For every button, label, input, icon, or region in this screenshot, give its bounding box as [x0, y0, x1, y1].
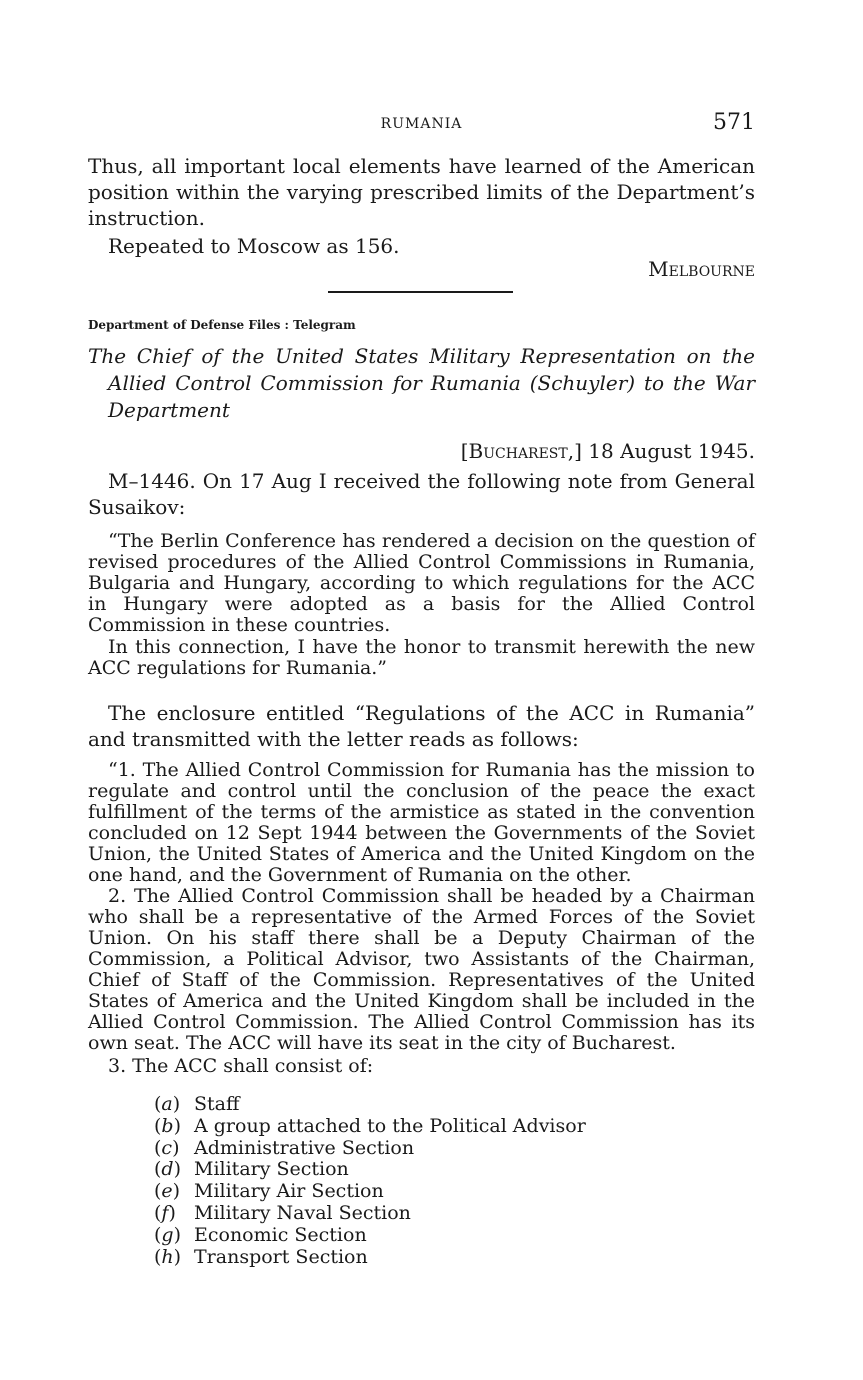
section-letter-text: c [161, 1136, 173, 1159]
quote-paragraph-2: In this connection, I have the honor to transmit herewith the new ACC regulations for Rumania.” [88, 636, 755, 679]
section-name: Military Section [194, 1158, 349, 1181]
section-name: Military Naval Section [194, 1201, 411, 1224]
enclosure-paragraph: The enclosure entitled “Regulations of the ACC in Rumania” and transmitted with the letter reads as follows: [88, 701, 755, 751]
section-name: Administrative Section [194, 1136, 415, 1159]
section-letter: (g) [154, 1223, 182, 1246]
document-title: The Chief of the United States Military Representation on the Allied Control Commission for Rumania (Schuyler) to the War Department [88, 344, 755, 422]
page-number: 571 [713, 110, 755, 135]
section-name: Transport Section [194, 1245, 368, 1268]
section-name: Military Air Section [194, 1180, 384, 1203]
dateline-date: 18 August 1945. [588, 439, 755, 463]
section-item [154, 1159, 734, 1181]
section-letter-text: g [161, 1223, 174, 1246]
sections-list [154, 1094, 734, 1268]
section-item [154, 1225, 734, 1247]
section-letter-text: b [161, 1114, 174, 1137]
section-letter: (c) [154, 1136, 180, 1159]
section-name: Economic Section [194, 1223, 367, 1246]
document-page [88, 0, 755, 1380]
running-title: RUMANIA [380, 116, 463, 132]
running-head [88, 110, 755, 140]
signature: Melbourne [648, 257, 755, 281]
section-letter: (a) [154, 1093, 181, 1115]
section-item [154, 1203, 734, 1225]
section-letter-text: d [161, 1158, 174, 1181]
regulation-2: 2. The Allied Control Commission shall be headed by a Chairman who shall be a representative of the Armed Forces of the Soviet Union. On his staff there shall be a Deputy Chairman of the Commission, a Political Advisor, two Assistants of the Chairman, Chief of Staff of the Commission. Representatives of the United States of America and the United Kingdom shall be included in the Allied Control Commission. The Allied Control Commission has its own seat. The ACC will have its seat in the city of Bucharest. [88, 885, 755, 1054]
section-letter-text: a [161, 1093, 173, 1115]
section-letter-text: f [161, 1201, 169, 1224]
intro-paragraph: Thus, all important local elements have learned of the American position within the varying prescribed limits of the Department’s instruction. [88, 154, 755, 230]
repeated-line: Repeated to Moscow as 156. [108, 234, 400, 258]
section-item [154, 1094, 734, 1116]
section-letter: (h) [154, 1245, 182, 1268]
opening-paragraph: M–1446. On 17 Aug I received the following note from General Susaikov: [88, 469, 755, 519]
section-letter-text: e [161, 1180, 173, 1203]
quote-paragraph-1: “The Berlin Conference has rendered a decision on the question of revised procedures of the Allied Control Commissions in Rumania, Bulgaria and Hungary, according to which regulations for the ACC in Hungary were adopted as a basis for the Allied Control Commission in these countries. [88, 530, 755, 636]
section-item [154, 1247, 734, 1269]
section-letter: (e) [154, 1180, 181, 1203]
section-letter: (f) [154, 1201, 176, 1224]
dateline-place: [Bucharest,] [460, 439, 582, 463]
dateline [88, 438, 755, 464]
section-name: Staff [194, 1093, 240, 1115]
section-letter: (d) [154, 1158, 182, 1181]
source-line: Department of Defense Files : Telegram [88, 318, 356, 332]
regulation-3: 3. The ACC shall consist of: [108, 1055, 374, 1077]
section-letter: (b) [154, 1114, 182, 1137]
section-divider [328, 291, 513, 293]
regulation-1: “1. The Allied Control Commission for Rumania has the mission to regulate and control until the conclusion of the peace the exact fulfillment of the terms of the armistice as stated in the convention concluded on 12 Sept 1944 between the Governments of the Soviet Union, the United States of America and the United Kingdom on the one hand, and the Government of Rumania on the other. [88, 759, 755, 886]
section-item [154, 1116, 734, 1138]
section-letter-text: h [161, 1245, 174, 1268]
section-name: A group attached to the Political Advisor [194, 1114, 586, 1137]
section-item [154, 1181, 734, 1203]
section-item [154, 1138, 734, 1160]
